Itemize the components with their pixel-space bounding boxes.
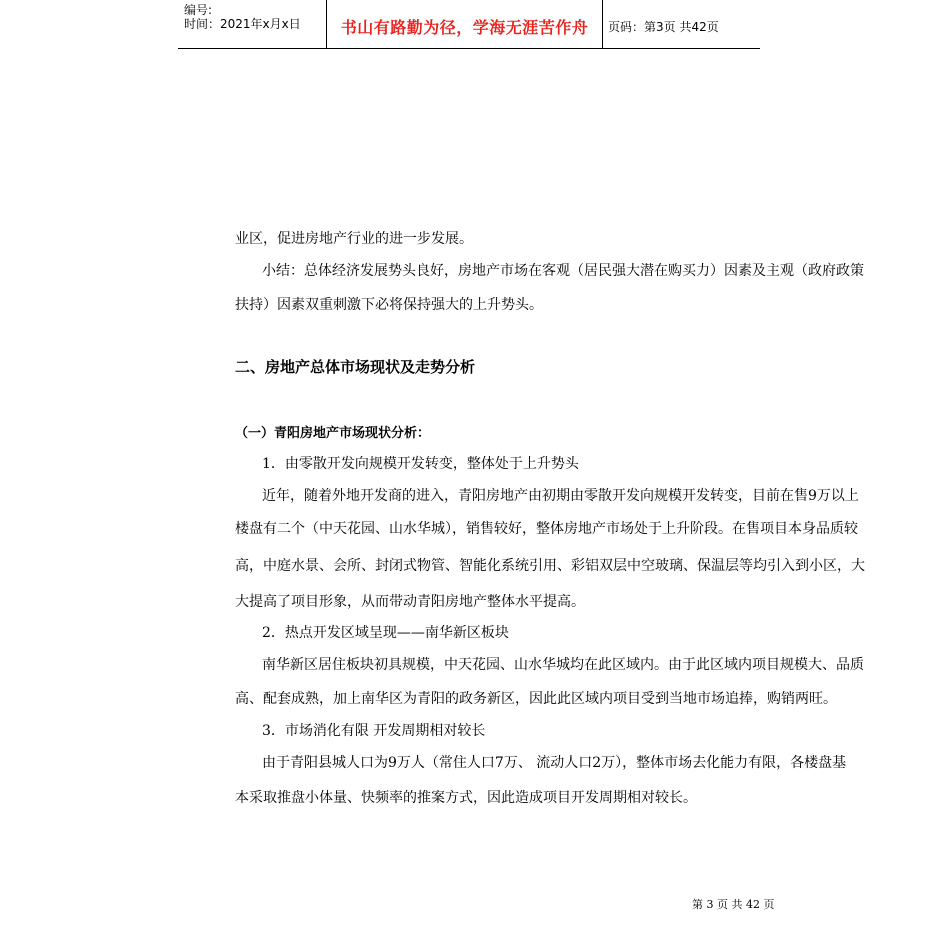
page-header	[178, 0, 760, 49]
paragraph-line: 高、配套成熟，加上南华区为青阳的政务新区，因此此区域内项目受到当地市场追捧，购销两旺。	[235, 691, 837, 707]
page-footer: 第 3 页 共 42 页	[692, 898, 775, 911]
paragraph-line: 南华新区居住板块初具规模，中天花园、山水华城均在此区域内。由于此区域内项目规模大、品质	[262, 657, 864, 673]
point-heading: 2．热点开发区域呈现——南华新区板块	[262, 625, 509, 641]
paragraph-line: 由于青阳县城人口为9万人（常住人口7万、 流动人口2万），整体市场去化能力有限，各楼盘基	[262, 755, 847, 771]
paragraph-line: 楼盘有二个（中天花园、山水华城），销售较好，整体房地产市场处于上升阶段。在售项目本身品质较	[235, 521, 858, 537]
point-heading: 3．市场消化有限 开发周期相对较长	[262, 723, 486, 739]
paragraph-line: 高，中庭水景、会所、封闭式物管、智能化系统引用、彩铝双层中空玻璃、保温层等均引入到小区，大	[235, 558, 865, 574]
summary-line: 小结：总体经济发展势头良好，房地产市场在客观（居民强大潜在购买力）因素及主观（政府政策	[262, 263, 864, 279]
paragraph-line: 近年，随着外地开发商的进入，青阳房地产由初期由零散开发向规模开发转变，目前在售9万以上	[262, 488, 859, 504]
point-heading: 1．由零散开发向规模开发转变，整体处于上升势头	[262, 456, 579, 472]
page-info: 页码：第3页 共42页	[608, 20, 719, 34]
section-heading: 二、房地产总体市场现状及走势分析	[235, 358, 476, 376]
header-motto-cell	[326, 0, 603, 48]
subsection-heading: （一）青阳房地产市场现状分析：	[235, 426, 431, 441]
number-label: 编号:	[184, 3, 213, 17]
header-page-cell	[602, 0, 760, 48]
paragraph-line: 大提高了项目形象，从而带动青阳房地产整体水平提高。	[235, 594, 585, 610]
time-label: 时间：2021年x月x日	[184, 17, 301, 31]
paragraph-line: 本采取推盘小体量、快频率的推案方式，因此造成项目开发周期相对较长。	[235, 790, 697, 806]
motto-text: 书山有路勤为径，学海无涯苦作舟	[340, 18, 589, 37]
paragraph-line: 扶持）因素双重刺激下必将保持强大的上升势头。	[235, 297, 543, 313]
paragraph-line: 业区，促进房地产行业的进一步发展。	[235, 231, 473, 247]
header-left-cell	[178, 0, 326, 48]
